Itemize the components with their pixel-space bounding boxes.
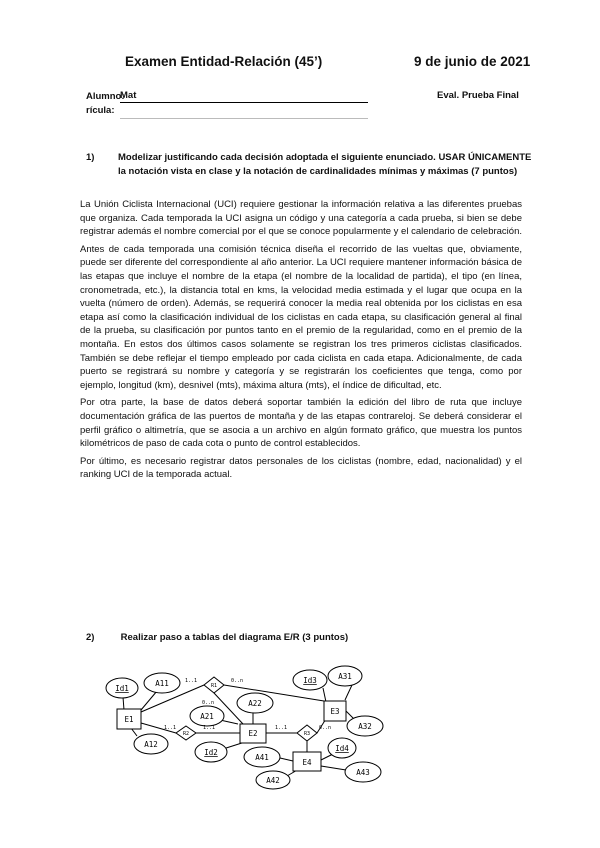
statement-paragraph-2: Antes de cada temporada una comisión técnica diseña el recorrido de las vueltas que, obviamente, puede ser diferente del correspondiente al año anterior. La UCI requiere mantener información básica de las etapas que incluye el nombre de la etapa (el nombre de la localidad de partida), el tipo (en línea, cronometrada, etc.), la distancia total en kms, la velocidad media estimada y el lugar que ocupa en la vuelta (número de orden). Además, se requerirá conocer la media real obtenida por los ciclistas en esa etapa así como la clasificación individual de los ciclistas en cada etapa, su clasificación general al final de la prueba, su clasificación por puntos tanto en el premio de la regularidad, como en el premio de la montaña. En estos dos últimos casos solamente se registran los tres primeros ciclistas clasificados. También se debe reflejar el tiempo empleado por cada ciclista en cada etapa. Adicionalmente, de cada puerto se registrará su nombre y categoría y se registrarán los coeficientes que tenga, como por ejemplo, longitud (km), desnivel (mts), máxima altura (mts), el índice de dificultad, etc. — [80, 243, 522, 391]
relation-r1-label: R1 — [210, 683, 218, 689]
attribute-id2-label: Id2 — [204, 748, 218, 757]
card-r3-e2: 1..1 — [274, 725, 288, 731]
attribute-a22-label: A22 — [248, 699, 262, 708]
entity-e3-label: E3 — [330, 707, 340, 716]
student-id-underline-2 — [120, 118, 368, 119]
card-r3-e3: 0..n — [318, 725, 332, 731]
question-2-number: 2) — [86, 632, 95, 643]
line-e1-a11 — [141, 691, 157, 710]
entity-e4-label: E4 — [302, 758, 312, 767]
attribute-a21-label: A21 — [200, 712, 214, 721]
question-1 — [86, 151, 532, 179]
card-r1-e1: 1..1 — [184, 678, 198, 684]
question-1-text — [118, 151, 532, 179]
attribute-a32-label: A32 — [358, 722, 372, 731]
question-1-text-a: Modelizar justificando cada decisión adoptada el siguiente enunciado. — [118, 152, 436, 163]
student-label-line-1: Alumno: — [86, 91, 125, 102]
question-1-text-d: cardinalidades mínimas y máximas (7 puntos) — [309, 166, 518, 177]
relation-r2-label: R2 — [182, 731, 190, 737]
line-e4-a41 — [280, 758, 293, 761]
card-r2-e2: 1..1 — [202, 725, 216, 731]
line-e3-id3 — [323, 688, 326, 702]
entity-e1-label: E1 — [124, 715, 134, 724]
problem-statement — [80, 198, 522, 486]
attribute-a31-label: A31 — [338, 672, 352, 681]
er-diagram — [95, 660, 395, 790]
attribute-a43-label: A43 — [356, 768, 370, 777]
student-id-value: Mat — [120, 90, 137, 101]
relation-r3-label: R3 — [303, 731, 311, 737]
attribute-a42-label: A42 — [266, 776, 280, 785]
question-2 — [86, 632, 348, 643]
statement-paragraph-4: Por último, es necesario registrar datos personales de los ciclistas (nombre, edad, nacionalidad) y el ranking UCI de la temporada actual. — [80, 455, 522, 481]
attribute-id4-label: Id4 — [335, 744, 349, 753]
student-label — [86, 90, 125, 118]
attribute-id3-label: Id3 — [303, 676, 317, 685]
question-1-text-b: USAR ÚNICAMENTE la notación vista en clase — [118, 152, 532, 177]
line-e4-a43 — [321, 766, 346, 770]
statement-paragraph-3: Por otra parte, la base de datos deberá soportar también la edición del libro de ruta que incluye documentación gráfica de las puertos de montaña y de las etapas contrareloj. Se deberá considerar el perfil gráfico o altimetría, que se asocia a un archivo en algún formato gráfico, que muestra los puntos kilométricos de paso de cada cota o punto de control establecidos. — [80, 397, 522, 450]
attribute-a11-label: A11 — [155, 679, 169, 688]
question-1-number: 1) — [86, 152, 95, 163]
card-r1-e3: 0..n — [230, 678, 244, 684]
attribute-a12-label: A12 — [144, 740, 158, 749]
entity-e2-label: E2 — [248, 729, 258, 738]
exam-date: 9 de junio de 2021 — [414, 54, 531, 69]
evaluation-label: Eval. Prueba Final — [437, 90, 519, 101]
statement-paragraph-1: La Unión Ciclista Internacional (UCI) requiere gestionar la información relativa a las diferentes pruebas que organiza. Cada temporada la UCI asigna un código y una categoría a cada prueba, si bien se debe registrar además el nombre comercial por el que se conoce popularmente y el calendario de celebración. — [80, 199, 522, 238]
attribute-a41-label: A41 — [255, 753, 269, 762]
question-1-text-c: y la notación de — [235, 166, 308, 177]
question-2-text: Realizar paso a tablas del diagrama E/R (3 puntos) — [120, 632, 349, 643]
attribute-id1-label: Id1 — [115, 684, 129, 693]
student-id-underline — [120, 102, 368, 103]
card-r2-e1: 1..1 — [163, 725, 177, 731]
line-e1-id1 — [123, 697, 124, 710]
student-label-line-2: rícula: — [86, 105, 115, 116]
card-r1-e2: 0..n — [201, 700, 215, 706]
line-e3-a31 — [345, 685, 352, 700]
exam-title: Examen Entidad-Relación (45’) — [125, 54, 323, 69]
